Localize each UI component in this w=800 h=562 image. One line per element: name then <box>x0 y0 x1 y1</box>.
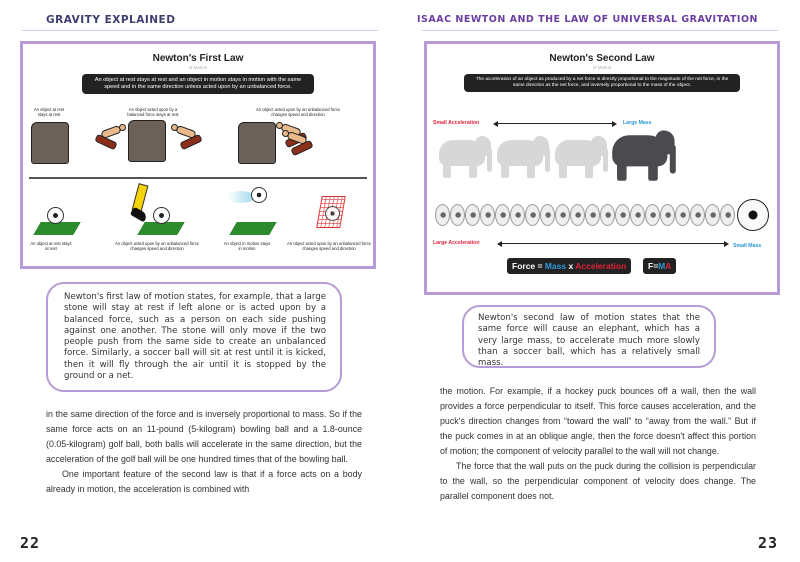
page-number: 23 <box>757 534 778 552</box>
stone-illustration <box>31 122 69 164</box>
double-arrow <box>499 243 727 244</box>
label-small-mass: Small Mass <box>733 243 762 249</box>
header-rule <box>422 30 778 31</box>
double-arrow <box>495 123 615 124</box>
label-small-acceleration: Small Acceleration <box>433 120 480 126</box>
running-head: GRAVITY EXPLAINED <box>46 14 176 26</box>
figure-banner: An object at rest stays at rest and an object in motion stays in motion with the same speed and in the same direction unless acted upon by an unbalanced force. <box>82 74 314 94</box>
caption-ball-motion: An object in motion stays in motion <box>223 241 271 251</box>
caption-stone-unbalanced: An object acted upon by an unbalanced force changes speed and direction <box>255 107 341 117</box>
formula-mass: Mass <box>544 261 567 271</box>
running-head: ISAAC NEWTON AND THE LAW OF UNIVERSAL GRAVITATION <box>417 14 758 25</box>
formula-equals: = <box>535 261 545 271</box>
soccer-ball-illustration <box>251 187 267 203</box>
formula-equals: = <box>653 261 659 271</box>
elephant-ghost-illustration <box>433 134 495 182</box>
figure-title: Newton's First Law <box>152 53 244 64</box>
elephant-illustration <box>605 128 679 186</box>
body-text <box>440 384 756 504</box>
figure-banner: The acceleration of an object as produced by a net force is directly proportional to the magnitude of the net force, in the same direction as the net force, and inversely proportional to the mass of the object. <box>464 74 740 92</box>
soccer-ball-illustration <box>737 199 769 231</box>
formula-acceleration: Acceleration <box>575 261 627 271</box>
body-paragraph: the motion. For example, if a hockey puck bounces off a wall, then the wall provides a force perpendicular to itself. This force causes acceleration, and the puck's direction changes from “toward the wall” to “away from the wall.” But if the puck comes in at an oblique angle, then the force doesn't affect this portion of motion; the component of velocity parallel to the wall will not change. <box>440 386 756 456</box>
second-law-figure <box>424 41 780 295</box>
soccer-ball-illustration <box>325 206 340 221</box>
page-23 <box>400 0 800 562</box>
stone-illustration <box>128 120 166 162</box>
formula-times: x <box>566 261 576 271</box>
caption-ball-net: An object acted upon by an unbalanced force changes speed and direction <box>286 241 372 251</box>
formula-a: A <box>665 261 672 271</box>
figure-subtitle: of Motion <box>188 65 208 70</box>
callout-first-law: Newton's first law of motion states, for example, that a large stone will stay at rest if left alone or is acted upon by a balanced force, such as a person on each side pushing against one another. The stone will only move if the two people push from the same side to create an unbalanced force. Similarly, a soccer ball will sit at rest until it is kicked, then it will fly through the air until it is stopped by the ground or a net. <box>46 282 342 392</box>
formula-f: F <box>648 261 654 271</box>
person-pushing-illustration <box>95 124 129 154</box>
caption-stone-balanced: An object acted upon by a balanced force stays at rest <box>127 107 179 117</box>
caption-ball-rest: An object at rest stays at rest <box>30 241 72 251</box>
body-text <box>46 407 362 497</box>
body-paragraph: One important feature of the second law is that if a force acts on a body already in motion, the acceleration is combined with <box>46 469 362 494</box>
soccer-ball-trail <box>435 204 765 228</box>
boot-illustration <box>130 207 148 223</box>
elephant-ghost-illustration <box>491 134 553 182</box>
caption-ball-kicked: An object acted upon by an unbalanced force changes speed and direction <box>114 241 200 251</box>
caption-stone-rest: An object at rest stays at rest <box>33 107 65 117</box>
soccer-ball-illustration <box>153 207 170 224</box>
person-pushing-illustration <box>279 130 313 160</box>
elephant-ghost-illustration <box>549 134 611 182</box>
formula-force: Force <box>512 261 536 271</box>
label-large-acceleration: Large Acceleration <box>433 240 480 246</box>
label-large-mass: Large Mass <box>623 120 652 126</box>
soccer-ball-illustration <box>47 207 64 224</box>
body-paragraph: The force that the wall puts on the puck during the collision is perpendicular to the wall, so the perpendicular component of velocity does change. The parallel component does not. <box>440 461 756 501</box>
first-law-figure <box>20 41 376 269</box>
person-pushing-illustration <box>168 124 202 154</box>
grass-patch <box>33 222 81 235</box>
figure-subtitle: of Motion <box>592 65 612 70</box>
formula-force-mass-acceleration <box>507 258 631 274</box>
grass-patch <box>229 222 277 235</box>
callout-second-law: Newton's second law of motion states that the same force will cause an elephant, which has a very large mass, to accelerate much more slowly than a soccer ball, which has a relatively small mass. <box>462 305 716 368</box>
figure-title: Newton's Second Law <box>549 53 655 64</box>
body-paragraph: in the same direction of the force and is inversely proportional to mass. So if the same force acts on an 11-pound (5-kilogram) bowling ball and a 1.8-ounce (0.05-kilogram) golf ball, both balls will accelerate in the same direction, but the acceleration of the golf ball will be one hundred times that of the bowling ball. <box>46 409 362 464</box>
formula-m: M <box>658 261 666 271</box>
page-number: 22 <box>20 534 41 552</box>
stone-illustration <box>238 122 276 164</box>
formula-f-ma <box>643 258 676 274</box>
figure-divider <box>29 177 367 179</box>
header-rule <box>22 30 378 31</box>
